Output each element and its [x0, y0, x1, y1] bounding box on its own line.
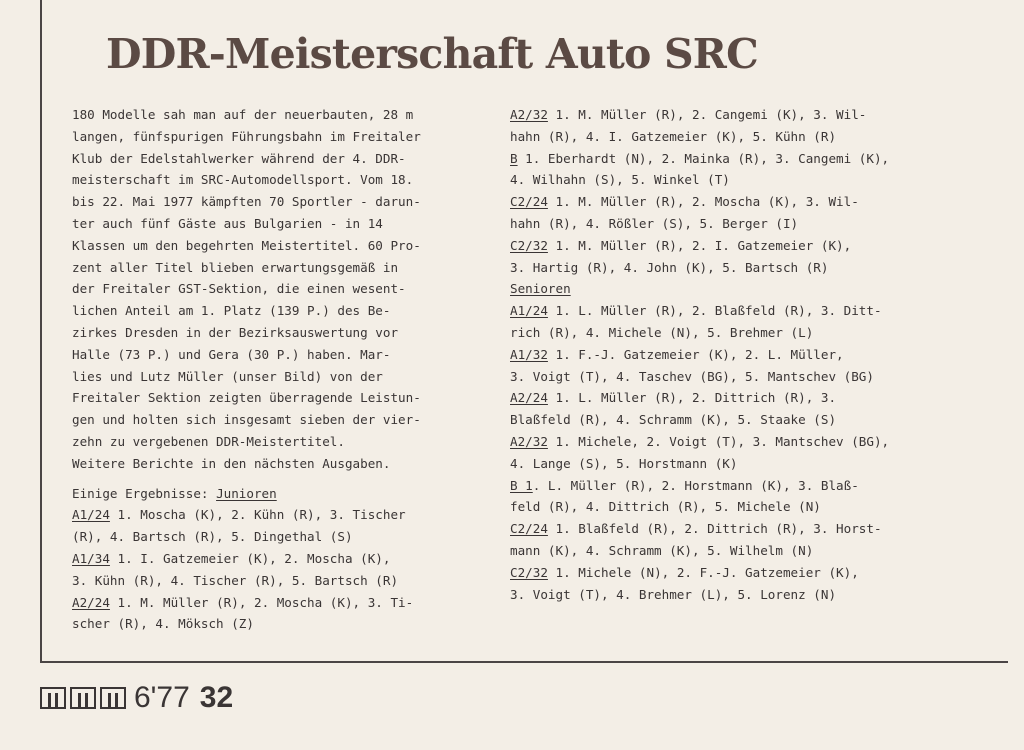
- text-line: [510, 213, 1000, 235]
- text-line: [510, 453, 1000, 475]
- text-line: [510, 148, 1000, 170]
- text-run: 3. Kühn (R), 4. Tischer (R), 5. Bartsch (R): [72, 572, 399, 588]
- class-label: C2/24: [510, 194, 548, 210]
- text-run: Einige Ergebnisse:: [72, 485, 217, 501]
- text-run: 4. Lange (S), 5. Horstmann (K): [510, 455, 738, 471]
- text-run: 1. M. Müller (R), 2. I. Gatzemeier (K),: [547, 237, 852, 253]
- class-label: A2/24: [72, 594, 110, 610]
- text-run: ter auch fünf Gäste aus Bulgarien - in 14: [72, 215, 383, 231]
- text-line: [510, 366, 1000, 388]
- text-run: 1. Moscha (K), 2. Kühn (R), 3. Tischer: [109, 507, 406, 523]
- text-line: [510, 191, 1000, 213]
- text-line: [510, 409, 1000, 431]
- text-run: 180 Modelle sah man auf der neuerbauten, 28 m: [72, 107, 414, 122]
- text-run: zehn zu vergebenen DDR-Meistertitel.: [72, 433, 345, 449]
- text-run: hahn (R), 4. Rößler (S), 5. Berger (I): [510, 215, 799, 231]
- text-run: lies und Lutz Müller (unser Bild) von der: [72, 368, 383, 384]
- paragraph-gap: [72, 475, 492, 483]
- class-label: C2/24: [510, 521, 548, 537]
- text-line: [510, 322, 1000, 344]
- issue-number: 6'77: [134, 681, 190, 714]
- article-body-left-column: [72, 104, 492, 635]
- text-run: Blaßfeld (R), 4. Schramm (K), 5. Staake (S): [510, 412, 837, 428]
- text-run: langen, fünfspurigen Führungsbahn im Freitaler: [72, 128, 421, 144]
- text-run: Weitere Berichte in den nächsten Ausgaben.: [72, 455, 391, 471]
- text-line: [72, 453, 492, 475]
- text-run: 4. Wilhahn (S), 5. Winkel (T): [510, 172, 730, 188]
- page-frame-left-rule: [40, 0, 42, 662]
- text-line: [72, 366, 492, 388]
- class-label: A1/32: [510, 346, 548, 362]
- text-line: [72, 126, 492, 148]
- text-line: [510, 300, 1000, 322]
- text-run: rich (R), 4. Michele (N), 5. Brehmer (L): [510, 324, 814, 340]
- text-line: [510, 518, 1000, 540]
- text-line: [510, 278, 1000, 300]
- text-run: 1. Eberhardt (N), 2. Mainka (R), 3. Cangemi (K),: [517, 150, 890, 166]
- text-run: bis 22. Mai 1977 kämpften 70 Sportler - darun-: [72, 194, 421, 210]
- text-run: mann (K), 4. Schramm (K), 5. Wilhelm (N): [510, 542, 814, 558]
- text-run: Halle (73 P.) und Gera (30 P.) haben. Mar-: [72, 346, 391, 362]
- text-run: (R), 4. Bartsch (R), 5. Dingethal (S): [72, 529, 353, 545]
- text-run: gen und holten sich insgesamt sieben der vier-: [72, 412, 421, 428]
- page-footer: [40, 678, 233, 718]
- mbh-logo: [40, 687, 126, 709]
- text-run: 1. L. Müller (R), 2. Dittrich (R), 3.: [547, 390, 837, 406]
- text-line: [510, 475, 1000, 497]
- text-line: [72, 548, 492, 570]
- text-run: scher (R), 4. Möksch (Z): [72, 616, 254, 632]
- text-line: [72, 387, 492, 409]
- text-line: [510, 257, 1000, 279]
- text-line: [510, 126, 1000, 148]
- text-run: 1. Michele, 2. Voigt (T), 3. Mantschev (BG),: [547, 433, 890, 449]
- text-line: [72, 191, 492, 213]
- text-line: [72, 526, 492, 548]
- text-line: [510, 387, 1000, 409]
- text-line: [72, 431, 492, 453]
- text-line: [72, 344, 492, 366]
- class-label: Junioren: [216, 485, 277, 501]
- text-run: 1. M. Müller (R), 2. Moscha (K), 3. Wil-: [547, 194, 859, 210]
- text-line: [72, 592, 492, 614]
- class-label: A2/32: [510, 433, 548, 449]
- text-run: 1. Michele (N), 2. F.-J. Gatzemeier (K),: [547, 564, 859, 580]
- text-line: [72, 235, 492, 257]
- text-line: [72, 409, 492, 431]
- class-label: B 1: [510, 477, 533, 493]
- text-run: zent aller Titel blieben erwartungsgemäß in: [72, 259, 399, 275]
- text-line: [72, 483, 492, 505]
- text-line: [510, 344, 1000, 366]
- text-run: Freitaler Sektion zeigten überragende Leistun-: [72, 390, 421, 406]
- text-line: [510, 431, 1000, 453]
- text-run: 3. Hartig (R), 4. John (K), 5. Bartsch (R): [510, 259, 829, 275]
- text-line: [510, 562, 1000, 584]
- class-label: A1/24: [72, 507, 110, 523]
- text-line: [72, 257, 492, 279]
- text-line: [72, 322, 492, 344]
- text-run: 3. Voigt (T), 4. Brehmer (L), 5. Lorenz (N): [510, 586, 837, 602]
- class-label: A2/24: [510, 390, 548, 406]
- class-label: A2/32: [510, 107, 548, 122]
- results-right-column: [510, 104, 1000, 605]
- text-run: 1. L. Müller (R), 2. Blaßfeld (R), 3. Ditt-: [547, 303, 882, 319]
- text-run: 1. Blaßfeld (R), 2. Dittrich (R), 3. Horst-: [547, 521, 882, 537]
- text-run: Klassen um den begehrten Meistertitel. 60 Pro-: [72, 237, 421, 253]
- text-run: 1. M. Müller (R), 2. Moscha (K), 3. Ti-: [109, 594, 414, 610]
- text-line: [510, 169, 1000, 191]
- class-label: Senioren: [510, 281, 571, 297]
- text-line: [510, 235, 1000, 257]
- text-run: der Freitaler GST-Sektion, die einen wesent-: [72, 281, 406, 297]
- class-label: C2/32: [510, 237, 548, 253]
- class-label: A1/24: [510, 303, 548, 319]
- text-line: [72, 104, 492, 126]
- text-line: [510, 496, 1000, 518]
- text-line: [72, 213, 492, 235]
- text-run: . L. Müller (R), 2. Horstmann (K), 3. Blaß-: [532, 477, 859, 493]
- text-run: Klub der Edelstahlwerker während der 4. DDR-: [72, 150, 406, 166]
- text-line: [72, 570, 492, 592]
- text-run: feld (R), 4. Dittrich (R), 5. Michele (N): [510, 499, 821, 515]
- text-run: 1. M. Müller (R), 2. Cangemi (K), 3. Wil-: [547, 107, 867, 122]
- text-line: [510, 540, 1000, 562]
- text-line: [72, 613, 492, 635]
- text-line: [72, 278, 492, 300]
- text-run: 3. Voigt (T), 4. Taschev (BG), 5. Mantschev (BG): [510, 368, 874, 384]
- article-title: DDR-Meisterschaft Auto SRC: [106, 30, 758, 78]
- class-label: A1/34: [72, 550, 110, 566]
- class-label: C2/32: [510, 564, 548, 580]
- text-line: [72, 504, 492, 526]
- text-run: hahn (R), 4. I. Gatzemeier (K), 5. Kühn (R): [510, 128, 837, 144]
- text-run: lichen Anteil am 1. Platz (139 P.) des Be-: [72, 303, 391, 319]
- page-number: 32: [199, 681, 234, 714]
- text-run: zirkes Dresden in der Bezirksauswertung vor: [72, 324, 399, 340]
- text-line: [510, 584, 1000, 606]
- text-run: 1. F.-J. Gatzemeier (K), 2. L. Müller,: [547, 346, 844, 362]
- class-label: B: [510, 150, 518, 166]
- text-run: meisterschaft im SRC-Automodellsport. Vom 18.: [72, 172, 414, 188]
- text-line: [510, 104, 1000, 126]
- text-line: [72, 169, 492, 191]
- text-line: [72, 300, 492, 322]
- text-line: [72, 148, 492, 170]
- page-frame-bottom-rule: [40, 661, 1008, 663]
- text-run: 1. I. Gatzemeier (K), 2. Moscha (K),: [109, 550, 391, 566]
